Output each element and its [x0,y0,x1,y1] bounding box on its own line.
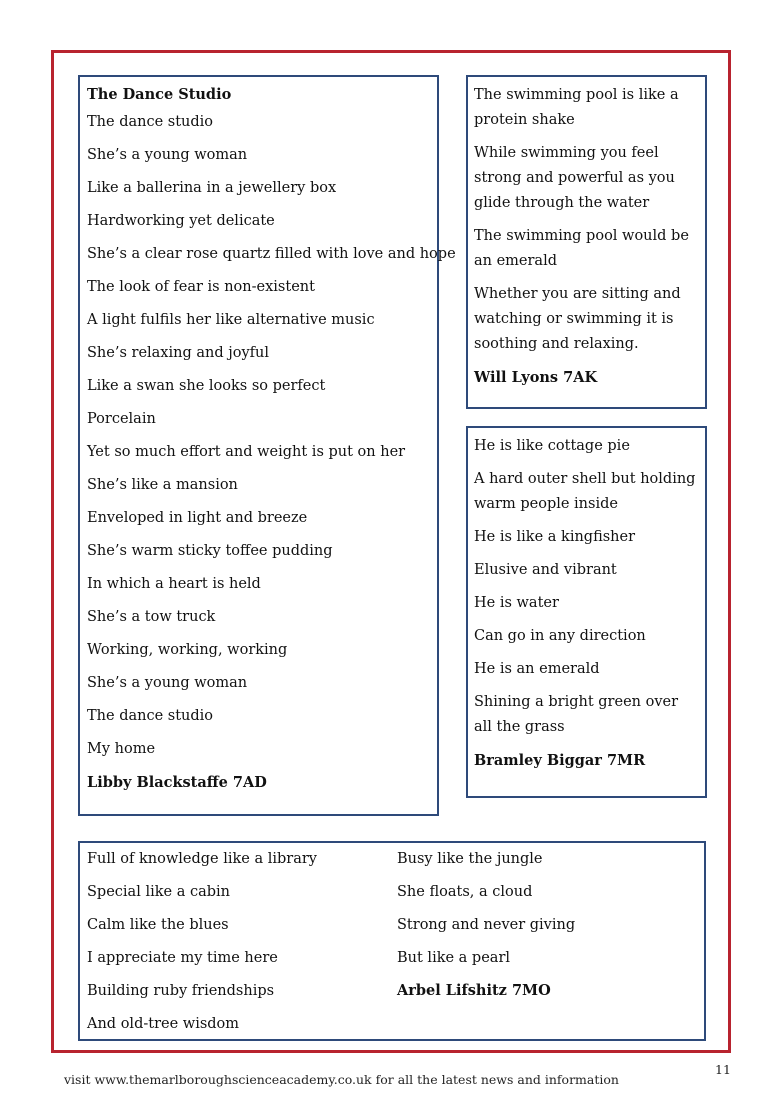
footer-text: visit www.themarlboroughscienceacademy.co.uk for all the latest news and information [64,1072,619,1087]
poem-line: Enveloped in light and breeze [87,510,308,526]
poem-line: Full of knowledge like a library [87,851,317,867]
poem-line: Porcelain [87,411,156,427]
poem-stanza: He is an emerald [474,661,600,677]
poem-author: Libby Blackstaffe 7AD [87,774,267,791]
poem-line: I appreciate my time here [87,950,278,966]
poem-box-cottage-pie [466,426,707,798]
poem-line: A light fulfils her like alternative music [87,312,375,328]
poem-line: She’s a young woman [87,147,248,163]
poem-stanza: Elusive and vibrant [474,562,617,578]
poem-line: Hardworking yet delicate [87,213,275,229]
poem-stanza: The swimming pool is like a protein shake [474,87,679,128]
poem-line: Calm like the blues [87,917,229,933]
poem-column-left [87,849,317,1047]
poem-stanza: He is like cottage pie [474,438,630,454]
poem-line: And old-tree wisdom [87,1016,240,1032]
poem-line: The dance studio [87,114,214,130]
poem-column-right [397,849,575,1014]
poem-line: Working, working, working [87,642,288,658]
poem-stanza: While swimming you feel strong and powerful as you glide through the water [474,145,675,211]
poem-line: Like a ballerina in a jewellery box [87,180,337,196]
poem-line: She’s a tow truck [87,609,216,625]
poem-stanza: Can go in any direction [474,628,646,644]
poem-line: She’s warm sticky toffee pudding [87,543,333,559]
poem-line: She’s relaxing and joyful [87,345,269,361]
poem-line: She’s a young woman [87,675,248,691]
poem-title: The Dance Studio [87,86,232,103]
poem-line: Yet so much effort and weight is put on her [87,444,406,460]
poem-line: The look of fear is non-existent [87,279,315,295]
poem-line: She’s a clear rose quartz filled with love and hope [87,246,456,262]
poem-line: She’s like a mansion [87,477,238,493]
poem-line: Strong and never giving [397,917,576,933]
poem-author: Will Lyons 7AK [474,369,598,386]
poem-stanza: A hard outer shell but holding warm people inside [474,471,696,512]
poem-line: Busy like the jungle [397,851,543,867]
poem-line: The dance studio [87,708,214,724]
poem-stanza: Shining a bright green over all the grass [474,694,679,735]
poem-stanza: The swimming pool would be an emerald [474,228,689,269]
poem-line: She floats, a cloud [397,884,533,900]
page-number: 11 [715,1062,731,1077]
poem-stanza: Whether you are sitting and watching or swimming it is soothing and relaxing. [474,286,681,352]
poem-author: Arbel Lifshitz 7MO [397,982,551,999]
poem-stanza: He is like a kingfisher [474,529,636,545]
poem-line: Like a swan she looks so perfect [87,378,326,394]
poem-line: But like a pearl [397,950,511,966]
poem-box-library [78,841,706,1041]
poem-line: In which a heart is held [87,576,261,592]
poem-line: Special like a cabin [87,884,230,900]
poem-line: Building ruby friendships [87,983,275,999]
poem-box-swimming-pool [466,75,707,409]
poem-line: My home [87,741,156,757]
poem-author: Bramley Biggar 7MR [474,752,646,769]
poem-stanza: He is water [474,595,559,611]
poem-box-dance-studio [78,75,456,816]
